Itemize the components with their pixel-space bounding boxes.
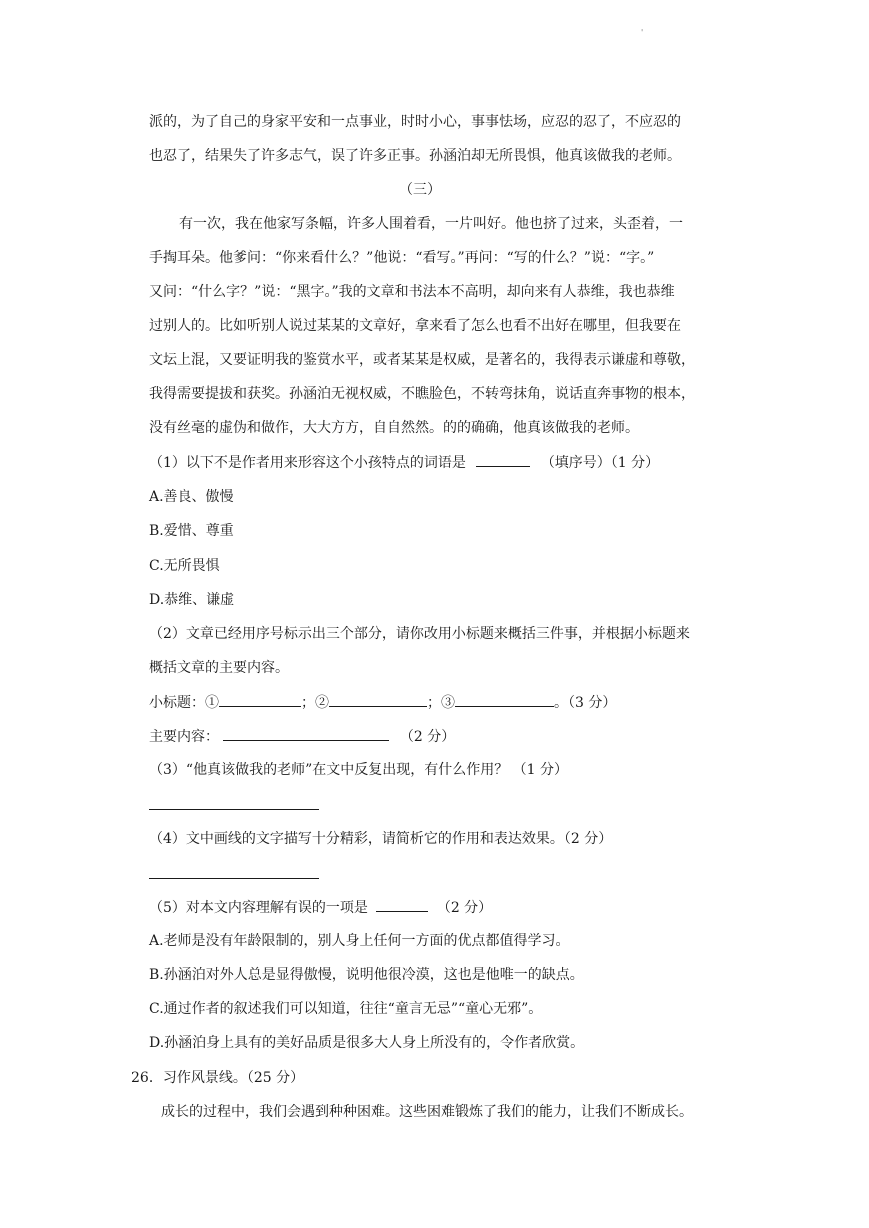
answer-blank[interactable]: [476, 452, 530, 467]
question-2-line1: （2）文章已经用序号标示出三个部分，请你改用小标题来概括三件事，并根据小标题来: [149, 626, 690, 642]
passage-p2-line: 又问：“什么字？”说：“黑字。”我的文章和书法本不高明，却向来有人恭维，我也恭维: [149, 284, 675, 300]
subtitle-score: 。（3 分）: [554, 695, 617, 711]
question-2-line2: 概括文章的主要内容。: [149, 660, 289, 676]
subtitle-label: 小标题：①: [149, 695, 219, 711]
question-5-stem: （5）对本文内容理解有误的一项是: [149, 900, 368, 916]
option-d: D.恭维、谦虚: [149, 592, 235, 608]
passage-p2-line: 文坛上混，又要证明我的鉴赏水平，或者某某是权威，是著名的，我得表示谦虚和尊敬，: [149, 352, 695, 368]
passage-p2-line: 手掏耳朵。他爹问：“你来看什么？”他说：“看写。”再问：“写的什么？”说：“字。”: [149, 250, 655, 266]
main-content-label: 主要内容：: [149, 729, 219, 745]
subtitle-blank-1[interactable]: [219, 692, 301, 707]
question-3: （3）“他真该做我的老师”在文中反复出现，有什么作用？ （1 分）: [149, 762, 569, 778]
passage-p2-line: 没有丝毫的虚伪和做作，大大方方，自自然然。的的确确，他真该做我的老师。: [149, 420, 639, 436]
subtitle-blank-3[interactable]: [455, 692, 554, 707]
section-heading-3: （三）: [399, 182, 441, 198]
main-content-row: [149, 726, 455, 747]
question-26-prompt: 成长的过程中，我们会遇到种种困难。这些困难锻炼了我们的能力，让我们不断成长。: [161, 1104, 693, 1120]
option-d: D.孙涵泊身上具有的美好品质是很多大人身上所没有的，令作者欣赏。: [149, 1035, 585, 1051]
subtitle-separator: ；③: [427, 695, 455, 711]
question-1-score: （填序号）（1 分）: [540, 455, 660, 471]
passage-p1-line1: 派的，为了自己的身家平安和一点事业，时时小心，事事怯场，应忍的忍了，不应忍的: [149, 114, 681, 130]
option-c: C.无所畏惧: [149, 558, 220, 574]
option-c: C.通过作者的叙述我们可以知道，往往“童言无忌”“童心无邪”。: [149, 1001, 543, 1017]
answer-line-q4[interactable]: [149, 878, 319, 879]
option-a: A.老师是没有年龄限制的，别人身上任何一方面的优点都值得学习。: [149, 933, 570, 949]
main-content-score: （2 分）: [399, 729, 456, 745]
passage-p2-line: 我得需要提拔和获奖。孙涵泊无视权威，不瞧脸色，不转弯抹角，说话直奔事物的根本，: [149, 386, 695, 402]
question-5: [149, 897, 492, 918]
option-a: A.善良、傲慢: [149, 489, 234, 505]
top-mark: ': [641, 28, 644, 37]
option-b: B.孙涵泊对外人总是显得傲慢，说明他很冷漠，这也是他唯一的缺点。: [149, 967, 584, 983]
passage-p1-line2: 也忍了，结果失了许多志气，误了许多正事。孙涵泊却无所畏惧，他真该做我的老师。: [149, 148, 681, 164]
answer-blank[interactable]: [376, 897, 428, 912]
question-26-title: 26．习作风景线。（25 分）: [131, 1070, 305, 1086]
passage-p2-line: 过别人的。比如听别人说过某某的文章好，拿来看了怎么也看不出好在哪里，但我要在: [149, 318, 681, 334]
answer-line-q3[interactable]: [149, 809, 319, 810]
subtitle-blank-2[interactable]: [329, 692, 427, 707]
option-b: B.爱惜、尊重: [149, 523, 234, 539]
question-4: （4）文中画线的文字描写十分精彩，请简析它的作用和表达效果。（2 分）: [149, 831, 613, 847]
question-1: [149, 452, 659, 473]
subtitle-row: [149, 692, 616, 713]
question-5-score: （2 分）: [436, 900, 493, 916]
main-content-blank[interactable]: [223, 726, 389, 741]
subtitle-separator: ；②: [301, 695, 329, 711]
passage-p2-line: 有一次，我在他家写条幅，许多人围着看，一片叫好。他也挤了过来，头歪着，一: [179, 216, 683, 232]
question-1-stem: （1）以下不是作者用来形容这个小孩特点的词语是: [149, 455, 466, 471]
